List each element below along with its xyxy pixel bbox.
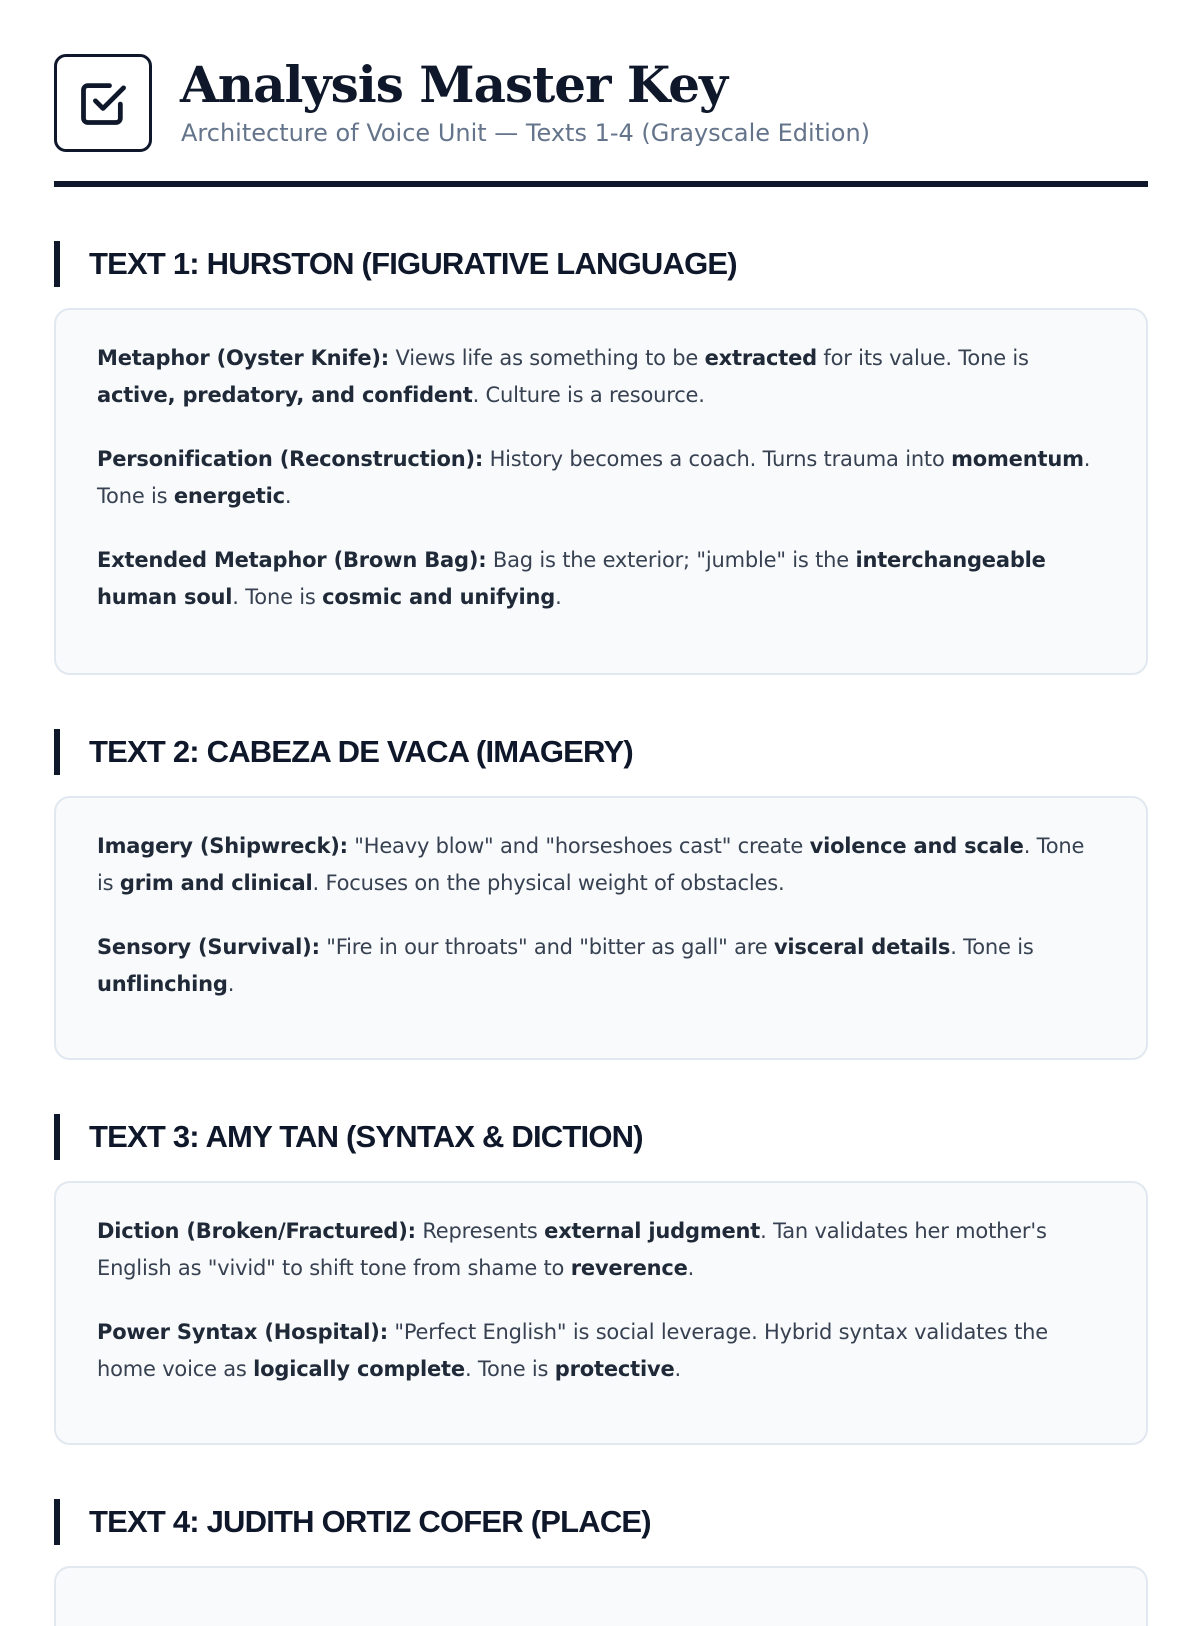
analysis-entry xyxy=(97,1314,1106,1388)
analysis-card xyxy=(54,1181,1148,1445)
section-text-2 xyxy=(54,729,1148,1060)
entry-text: . xyxy=(687,1256,695,1280)
section-title: TEXT 1: HURSTON (FIGURATIVE LANGUAGE) xyxy=(89,246,737,281)
section-accent-bar xyxy=(54,241,60,287)
analysis-entry xyxy=(97,340,1106,414)
entry-text: . Focuses on the physical weight of obstacles. xyxy=(312,871,785,895)
entry-text: . Tone is xyxy=(97,447,1091,508)
section-heading xyxy=(54,1499,1148,1545)
section-text-3 xyxy=(54,1114,1148,1445)
entry-text: "Perfect English" is social leverage. Hybrid syntax validates the home voice as xyxy=(97,1320,1048,1381)
entry-emphasis: momentum xyxy=(951,447,1084,471)
analysis-entry xyxy=(97,929,1106,1003)
entry-text: . Tone is xyxy=(464,1357,555,1381)
entry-label: Extended Metaphor (Brown Bag): xyxy=(97,548,487,572)
entry-text: . Tone is xyxy=(97,834,1085,895)
header xyxy=(54,0,1148,188)
entry-label: Imagery (Shipwreck): xyxy=(97,834,348,858)
entry-emphasis: external judgment xyxy=(544,1219,761,1243)
analysis-entry xyxy=(97,441,1106,515)
section-accent-bar xyxy=(54,1114,60,1160)
header-divider xyxy=(54,181,1148,187)
entry-text: "Fire in our throats" and "bitter as gall" are xyxy=(319,935,774,959)
analysis-entry xyxy=(97,542,1106,616)
entry-emphasis: extracted xyxy=(704,346,817,370)
section-heading xyxy=(54,729,1148,775)
entry-emphasis: logically complete xyxy=(253,1357,465,1381)
page-subtitle: Architecture of Voice Unit — Texts 1-4 (Grayscale Edition) xyxy=(181,119,871,147)
section-heading xyxy=(54,241,1148,287)
entry-label: Sensory (Survival): xyxy=(97,935,320,959)
section-text-1 xyxy=(54,241,1148,675)
entry-text: Views life as something to be xyxy=(389,346,705,370)
entry-emphasis: violence and scale xyxy=(809,834,1024,858)
entry-emphasis: interchangeable human soul xyxy=(97,548,1046,609)
entry-emphasis: reverence xyxy=(570,1256,688,1280)
entry-label: Metaphor (Oyster Knife): xyxy=(97,346,390,370)
entry-emphasis: visceral details xyxy=(773,935,951,959)
entry-text: . Tone is xyxy=(950,935,1034,959)
entry-text: . xyxy=(674,1357,681,1381)
entry-text: History becomes a coach. Turns trauma into xyxy=(483,447,952,471)
entry-text: . xyxy=(227,972,235,996)
entry-text: "Heavy blow" and "horseshoes cast" create xyxy=(347,834,810,858)
entry-label: Personification (Reconstruction): xyxy=(97,447,484,471)
entry-label: Diction (Broken/Fractured): xyxy=(97,1219,416,1243)
entry-text: . Tone is xyxy=(232,585,323,609)
section-heading xyxy=(54,1114,1148,1160)
entry-text: for its value. Tone is xyxy=(816,346,1029,370)
analysis-card xyxy=(54,1566,1148,1626)
section-title: TEXT 4: JUDITH ORTIZ COFER (PLACE) xyxy=(89,1504,651,1539)
checkbox-icon xyxy=(54,54,152,152)
entry-emphasis: grim and clinical xyxy=(119,871,313,895)
entry-emphasis: energetic xyxy=(173,484,285,508)
entry-emphasis: unflinching xyxy=(97,972,228,996)
entry-text: . Tan validates her mother's English as "vivid" to shift tone from shame to xyxy=(97,1219,1047,1280)
entry-emphasis: cosmic and unifying xyxy=(322,585,556,609)
entry-text: . Culture is a resource. xyxy=(472,383,705,407)
analysis-card xyxy=(54,796,1148,1060)
section-title: TEXT 3: AMY TAN (SYNTAX & DICTION) xyxy=(89,1119,643,1154)
analysis-entry xyxy=(97,1213,1106,1287)
section-accent-bar xyxy=(54,729,60,775)
entry-label: Power Syntax (Hospital): xyxy=(97,1320,388,1344)
page-title: Analysis Master Key xyxy=(180,55,728,114)
entry-emphasis: protective xyxy=(554,1357,675,1381)
analysis-card xyxy=(54,308,1148,675)
entry-text: Bag is the exterior; "jumble" is the xyxy=(486,548,856,572)
section-accent-bar xyxy=(54,1499,60,1545)
analysis-entry xyxy=(97,828,1106,902)
entry-text: . xyxy=(284,484,292,508)
entry-emphasis: active, predatory, and confident xyxy=(97,383,473,407)
entry-text: . xyxy=(555,585,562,609)
entry-text: Represents xyxy=(415,1219,545,1243)
section-title: TEXT 2: CABEZA DE VACA (IMAGERY) xyxy=(89,734,633,769)
page xyxy=(54,0,1148,1626)
section-text-4 xyxy=(54,1499,1148,1626)
